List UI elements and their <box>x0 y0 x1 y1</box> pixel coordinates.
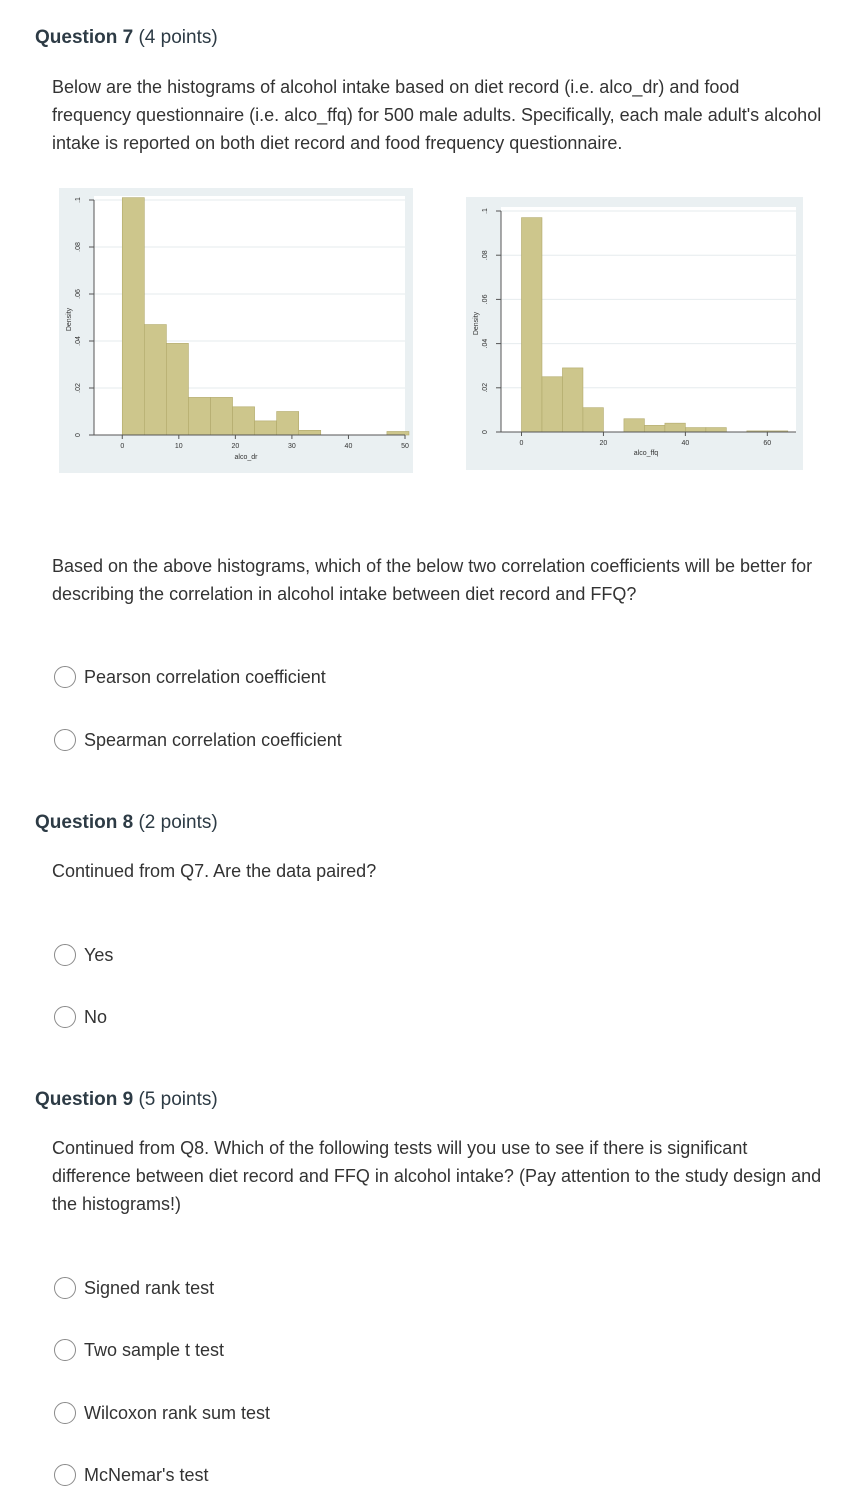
x-tick-label: 50 <box>401 443 409 450</box>
option-label: No <box>84 1006 108 1027</box>
question-8-prompt: Continued from Q7. Are the data paired? <box>52 861 377 881</box>
histogram-bar <box>122 198 144 435</box>
histogram-bar <box>644 425 664 432</box>
x-tick-label: 0 <box>120 443 125 450</box>
radio-button[interactable] <box>54 666 76 688</box>
option-label: Spearman correlation coefficient <box>84 729 342 750</box>
x-tick-label: 30 <box>288 443 296 450</box>
option-signed-rank[interactable] <box>54 1275 214 1301</box>
y-tick-label: .08 <box>482 250 489 261</box>
question-points: (5 points) <box>138 1089 218 1110</box>
histogram-bar <box>542 377 562 432</box>
option-pearson[interactable] <box>54 664 326 690</box>
y-tick-label: .04 <box>482 338 489 349</box>
x-tick-label: 40 <box>681 440 690 447</box>
histogram-bar <box>299 430 321 435</box>
histogram-alco-ffq <box>466 197 803 470</box>
x-tick-label: 10 <box>174 443 183 450</box>
option-wilcoxon-rank-sum[interactable] <box>54 1400 270 1426</box>
radio-button[interactable] <box>54 1402 76 1424</box>
x-tick-label: 20 <box>599 440 608 447</box>
question-points: (2 points) <box>138 812 218 833</box>
y-tick-label: .02 <box>75 383 82 393</box>
y-tick-label: 0 <box>482 430 489 434</box>
histogram-bar <box>583 408 603 432</box>
option-label: Signed rank test <box>84 1277 215 1298</box>
histogram-alco-dr <box>59 188 413 473</box>
y-tick-label: .08 <box>75 242 82 252</box>
histogram-bar <box>210 397 232 435</box>
y-tick-label: .04 <box>75 336 82 346</box>
histogram-bar <box>255 421 277 435</box>
histogram-bar <box>521 218 541 432</box>
y-tick-label: .06 <box>482 294 489 305</box>
option-label: Yes <box>84 944 114 965</box>
radio-button[interactable] <box>54 944 76 966</box>
y-axis-label: Density <box>473 311 480 336</box>
question-number: Question 8 <box>35 812 134 833</box>
y-tick-label: .1 <box>75 197 82 203</box>
x-axis-label: alco_ffq <box>633 450 659 457</box>
histogram-bar <box>233 407 255 435</box>
question-7-title <box>35 27 218 49</box>
x-tick-label: 40 <box>344 443 353 450</box>
y-tick-label: .02 <box>482 382 489 393</box>
histogram-alco-ffq-svg <box>466 197 803 470</box>
option-no[interactable] <box>54 1004 107 1030</box>
x-axis-label: alco_dr <box>234 454 258 461</box>
question-number: Question 9 <box>35 1089 134 1110</box>
histogram-bar <box>706 428 726 432</box>
histogram-bar <box>277 412 299 436</box>
question-points: (4 points) <box>138 27 218 48</box>
option-mcnemar[interactable] <box>54 1462 208 1488</box>
option-yes[interactable] <box>54 942 113 968</box>
option-two-sample-t[interactable] <box>54 1337 224 1363</box>
radio-button[interactable] <box>54 729 76 751</box>
radio-button[interactable] <box>54 1339 76 1361</box>
option-label: Pearson correlation coefficient <box>84 666 326 687</box>
option-spearman[interactable] <box>54 727 342 753</box>
question-8-title <box>35 812 218 834</box>
x-tick-label: 60 <box>763 440 772 447</box>
histogram-bar <box>387 431 409 435</box>
histogram-bar <box>685 428 705 432</box>
x-tick-label: 20 <box>231 443 240 450</box>
histogram-bar <box>166 343 188 435</box>
y-tick-label: 0 <box>75 433 82 437</box>
y-tick-label: .06 <box>75 289 82 299</box>
radio-button[interactable] <box>54 1006 76 1028</box>
radio-button[interactable] <box>54 1277 76 1299</box>
option-label: Wilcoxon rank sum test <box>84 1402 271 1423</box>
question-number: Question 7 <box>35 27 134 48</box>
y-axis-label: Density <box>66 307 73 332</box>
histogram-bar <box>624 419 644 432</box>
histogram-bar <box>562 368 582 432</box>
question-7-prompt: Based on the above histograms, which of the below two correlation coefficients will be better for describing the correlation in alcohol intake between diet record and FFQ? <box>52 556 813 604</box>
question-9-prompt: Continued from Q8. Which of the following tests will you use to see if there is significant difference between diet record and FFQ in alcohol intake? (Pay attention to the study design and the histograms!) <box>52 1138 822 1214</box>
y-tick-label: .1 <box>482 208 489 214</box>
option-label: McNemar's test <box>84 1464 209 1485</box>
histogram-alco-dr-svg <box>59 188 413 473</box>
histogram-bar <box>188 397 210 435</box>
radio-button[interactable] <box>54 1464 76 1486</box>
x-tick-label: 0 <box>519 440 524 447</box>
histogram-bar <box>144 325 166 435</box>
histogram-bar <box>665 423 685 432</box>
question-7-intro: Below are the histograms of alcohol intake based on diet record (i.e. alco_dr) and food frequency questionnaire (i.e. alco_ffq) for 500 male adults. Specifically, each male adult's alcohol intake is reported on both diet record and food frequency questionnaire. <box>52 77 822 153</box>
option-label: Two sample t test <box>84 1339 225 1360</box>
question-9-title <box>35 1089 218 1111</box>
